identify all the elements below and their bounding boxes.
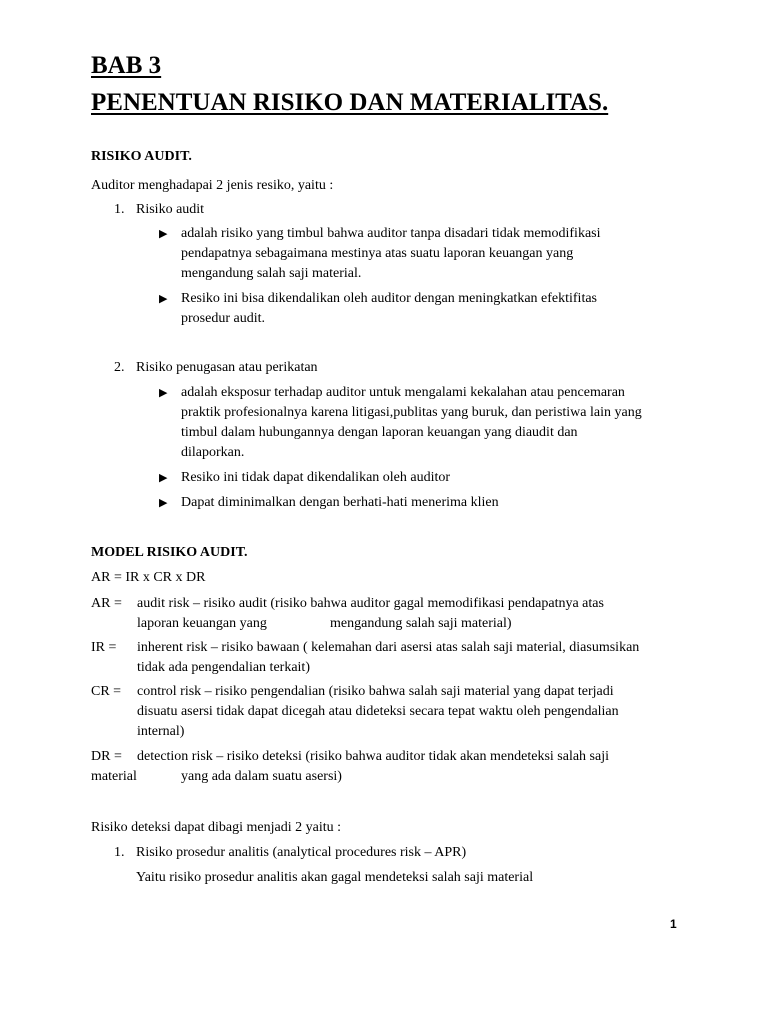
definition-text: laporan keuangan yang [137,616,267,631]
definition-text: internal) [137,724,185,739]
bullet-text: Resiko ini tidak dapat dikendalikan oleh auditor [181,470,451,485]
list-number: 2. [114,360,125,375]
definition-text: yang ada dalam suatu asersi) [181,769,342,784]
definition-text: disuatu asersi tidak dapat dicegah atau dideteksi secara tepat waktu oleh pengendalian [137,704,619,719]
list-item-label: Risiko prosedur analitis (analytical procedures risk – APR) [136,845,467,860]
intro-text: Risiko deteksi dapat dibagi menjadi 2 yaitu : [91,820,342,835]
bullet-text: praktik profesionalnya karena litigasi,publitas yang buruk, dan peristiwa lain yang [181,405,642,420]
bullet-text: adalah risiko yang timbul bahwa auditor tanpa disadari tidak memodifikasi [181,226,601,241]
bullet-text: adalah eksposur terhadap auditor untuk mengalami kekalahan atau pencemaran [181,385,625,400]
bullet-text: mengandung salah saji material. [181,266,362,281]
definition-text: detection risk – risiko deteksi (risiko bahwa auditor tidak akan mendeteksi salah saji [137,749,609,764]
bullet-arrow-icon: ▶ [159,228,168,240]
chapter-heading: BAB 3 [91,52,162,79]
definition-term: DR = [91,749,122,764]
intro-text: Auditor menghadapai 2 jenis resiko, yaitu : [91,178,334,193]
bullet-text: timbul dalam hubungannya dengan laporan keuangan yang diaudit dan [181,425,578,440]
bullet-arrow-icon: ▶ [159,387,168,399]
list-number: 1. [114,202,125,217]
section-title-model: MODEL RISIKO AUDIT. [91,545,248,560]
bullet-text: Resiko ini bisa dikendalikan oleh auditor dengan meningkatkan efektifitas [181,291,598,306]
bullet-arrow-icon: ▶ [159,497,168,509]
definition-text: mengandung salah saji material) [330,616,512,631]
list-number: 1. [114,845,125,860]
page-number: 1 [670,917,677,931]
definition-text: inherent risk – risiko bawaan ( kelemahan dari asersi atas salah saji material, diasumsikan [137,640,640,655]
bullet-text: pendapatnya sebagaimana mestinya atas suatu laporan keuangan yang [181,246,574,261]
definition-text: material [91,769,137,784]
definition-text: tidak ada pengendalian terkait) [137,660,310,675]
bullet-arrow-icon: ▶ [159,472,168,484]
bullet-text: Dapat diminimalkan dengan berhati-hati menerima klien [181,495,499,510]
list-item-label: Risiko penugasan atau perikatan [136,360,318,375]
chapter-title: PENENTUAN RISIKO DAN MATERIALITAS. [91,89,609,116]
section-title-risiko-audit: RISIKO AUDIT. [91,149,192,164]
list-item-description: Yaitu risiko prosedur analitis akan gagal mendeteksi salah saji material [136,870,534,885]
definition-text: control risk – risiko pengendalian (risiko bahwa salah saji material yang dapat terjadi [137,684,614,699]
definition-term: CR = [91,684,122,699]
bullet-text: prosedur audit. [181,311,265,326]
bullet-text: dilaporkan. [181,445,245,460]
list-item-label: Risiko audit [136,202,205,217]
formula: AR = IR x CR x DR [91,570,206,585]
bullet-arrow-icon: ▶ [159,293,168,305]
definition-text: audit risk – risiko audit (risiko bahwa auditor gagal memodifikasi pendapatnya atas [137,596,604,611]
definition-term: AR = [91,596,122,611]
definition-term: IR = [91,640,117,655]
